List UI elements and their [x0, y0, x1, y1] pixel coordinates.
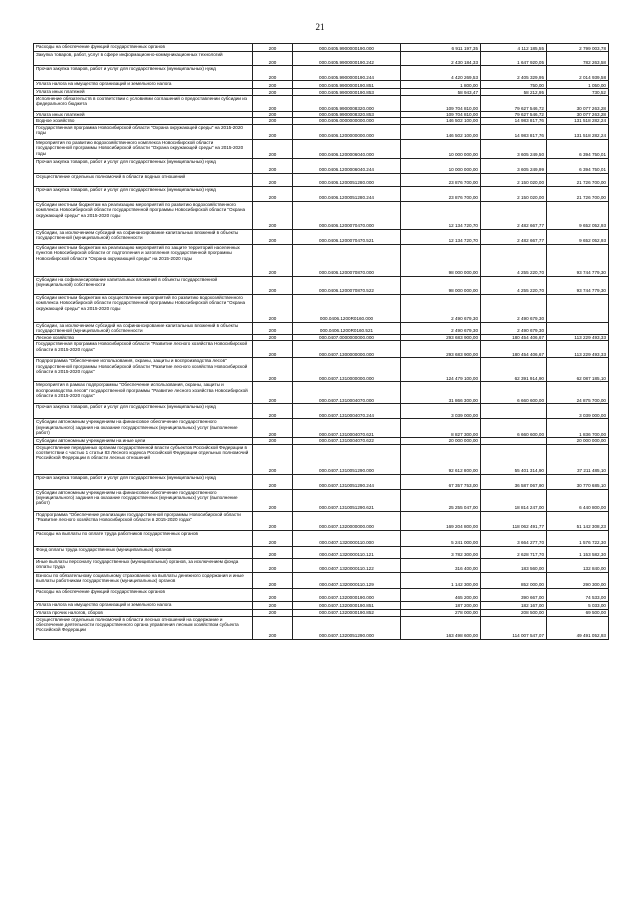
row-code: 000.0407.1310000000.000	[293, 358, 401, 382]
row-name: Субсидии, за исключением субсидий на софинансирование капитальных вложений в объекты государственной (муниципальной) собственности	[34, 229, 253, 244]
row-remaining: 131 518 282,24	[547, 118, 609, 124]
table-row	[34, 44, 609, 52]
row-remaining	[547, 322, 609, 334]
row-assigned: 8 827 300,00	[401, 419, 481, 438]
row-assigned: 3 039 000,00	[401, 404, 481, 419]
row-assigned: 31 866 300,00	[401, 382, 481, 404]
table-row	[34, 139, 609, 158]
row-name: Субсидии автономным учреждениям на иные цели	[34, 438, 253, 444]
row-assigned: 1 142 300,00	[401, 572, 481, 588]
row-code: 000.0407.1320000110.121	[293, 546, 401, 558]
row-remaining: 290 300,00	[547, 572, 609, 588]
row-name: Субсидии автономным учреждениям на финансовое обеспечение государственного (муниципального) задания на оказание государственных (муниципальных) услуг (выполнение работ)	[34, 489, 253, 511]
row-assigned: 12 134 720,70	[401, 229, 481, 244]
row-grbs: 200	[253, 44, 293, 52]
row-grbs: 200	[253, 558, 293, 572]
row-name: Расходы на обеспечение функций государственных органов	[34, 44, 253, 52]
row-name: Прочая закупка товаров, работ и услуг для государственных (муниципальных) нужд	[34, 158, 253, 173]
row-code: 000.0407.1310051290.000	[293, 444, 401, 474]
table-row	[34, 124, 609, 139]
row-executed: 208 500,00	[481, 609, 547, 616]
row-grbs: 200	[253, 89, 293, 96]
row-name: Субсидии местным бюджетам на реализацию мероприятий по защите территорий населенных пунктов Новосибирской области от подтопления и затопления государственной программы Новосибирской области "Охрана окружающей среды" на 2015-2020 годы	[34, 244, 253, 276]
row-remaining: 132 840,00	[547, 558, 609, 572]
row-name: Осуществление переданных органам государственной власти субъектов Российской Федерации в соответствии с частью 1 статьи 83 Лесного кодекса Российской Федерации отдельных полномочий Российской Федерации в области лесных отношений	[34, 444, 253, 474]
row-executed: 3 605 249,50	[481, 139, 547, 158]
row-name: Мероприятия в рамках подпрограммы "Обеспечение использования, охраны, защиты и воспроизводства лесов" государственной программы "Развитие лесного хозяйства Новосибирской области в 2015-2020 годах"	[34, 382, 253, 404]
row-remaining: 113 229 493,33	[547, 341, 609, 358]
row-grbs: 200	[253, 474, 293, 489]
row-assigned: 4 420 269,53	[401, 66, 481, 81]
row-assigned: 465 200,00	[401, 588, 481, 601]
row-executed: 4 255 220,70	[481, 276, 547, 294]
row-executed: 6 660 600,00	[481, 382, 547, 404]
row-code: 000.0407.1310004070.621	[293, 419, 401, 438]
row-code: 000.0407.1300000000.000	[293, 341, 401, 358]
row-grbs: 200	[253, 609, 293, 616]
row-remaining: 9 652 052,93	[547, 201, 609, 229]
table-row	[34, 530, 609, 546]
table-row	[34, 382, 609, 404]
table-row	[34, 81, 609, 89]
row-name: Подпрограмма "Обеспечение использования, охраны, защиты и воспроизводства лесов" государственной программы Новосибирской области "Развитие лесного хозяйства Новосибирской области в 2015-2020 годах"	[34, 358, 253, 382]
row-grbs: 200	[253, 139, 293, 158]
row-grbs: 200	[253, 96, 293, 112]
row-name: Субсидии автономным учреждениям на финансовое обеспечение государственного (муниципального) задания на оказание государственных (муниципальных) услуг (выполнение работ)	[34, 419, 253, 438]
table-row	[34, 173, 609, 186]
row-code: 000.0407.1310004070.244	[293, 404, 401, 419]
row-code: 000.0407.1320000110.000	[293, 530, 401, 546]
row-executed: 62 391 914,90	[481, 358, 547, 382]
table-row	[34, 489, 609, 511]
row-remaining: 30 077 263,28	[547, 112, 609, 118]
row-grbs: 200	[253, 294, 293, 322]
row-grbs: 200	[253, 382, 293, 404]
row-code: 000.0407.1320051290.000	[293, 616, 401, 639]
row-code: 000.0406.1200070470.521	[293, 229, 401, 244]
row-remaining: 2 014 939,58	[547, 66, 609, 81]
row-name: Подпрограмма "Обеспечение реализации государственной программы Новосибирской области "Развитие лесного хозяйства Новосибирской области в 2015-2020 годах"	[34, 511, 253, 530]
row-grbs: 200	[253, 276, 293, 294]
row-code: 000.0406.1200R0160.521	[293, 322, 401, 334]
row-assigned: 163 498 600,00	[401, 616, 481, 639]
row-assigned: 124 479 100,00	[401, 358, 481, 382]
table-row	[34, 341, 609, 358]
row-executed: 182 167,00	[481, 601, 547, 609]
row-remaining: 2 799 003,78	[547, 44, 609, 52]
row-executed: 2 405 329,95	[481, 66, 547, 81]
table-row	[34, 609, 609, 616]
row-assigned: 2 490 679,30	[401, 322, 481, 334]
row-grbs: 200	[253, 572, 293, 588]
row-assigned: 10 000 000,00	[401, 139, 481, 158]
row-executed: 390 667,00	[481, 588, 547, 601]
row-grbs: 200	[253, 444, 293, 474]
row-remaining: 37 211 485,10	[547, 444, 609, 474]
row-code: 000.0407.0000000000.000	[293, 334, 401, 340]
table-row	[34, 322, 609, 334]
row-name: Расходы на обеспечение функций государственных органов	[34, 588, 253, 601]
row-remaining: 30 770 685,10	[547, 474, 609, 489]
row-code: 000.0406.1200070870.522	[293, 276, 401, 294]
row-remaining: 62 087 185,10	[547, 358, 609, 382]
row-assigned: 98 000 000,00	[401, 276, 481, 294]
row-assigned: 5 241 000,00	[401, 530, 481, 546]
row-remaining: 1 050,00	[547, 81, 609, 89]
row-code: 000.0405.9900000190.851	[293, 81, 401, 89]
row-code: 000.0406.1200000000.000	[293, 124, 401, 139]
row-name: Субсидии местным бюджетам на реализацию мероприятий по развитию водохозяйственного комплекса Новосибирской области государственной программы Новосибирской области "Охрана окружающей среды" на 2015-2020 годы	[34, 201, 253, 229]
row-grbs: 200	[253, 358, 293, 382]
row-executed: 2 628 717,70	[481, 546, 547, 558]
row-grbs: 200	[253, 546, 293, 558]
row-executed: 18 814 247,00	[481, 489, 547, 511]
row-name: Государственная программа Новосибирской области "Развитие лесного хозяйства Новосибирской области в 2015-2020 годах"	[34, 341, 253, 358]
row-executed: 180 454 406,67	[481, 334, 547, 340]
row-name: Взносы по обязательному социальному страхованию на выплаты денежного содержания и иные выплаты работникам государственных (муниципальных) органов	[34, 572, 253, 588]
table-row	[34, 276, 609, 294]
row-executed: 2 490 679,30	[481, 294, 547, 322]
row-grbs: 200	[253, 588, 293, 601]
row-code: 000.0405.9900000190.242	[293, 52, 401, 66]
row-assigned: 3 782 300,00	[401, 546, 481, 558]
row-grbs: 200	[253, 124, 293, 139]
row-executed: 4 112 185,55	[481, 44, 547, 52]
row-code: 000.0407.1310004070.000	[293, 382, 401, 404]
row-name: Прочая закупка товаров, работ и услуг для государственных (муниципальных) нужд	[34, 186, 253, 201]
row-grbs: 200	[253, 511, 293, 530]
row-remaining: 6 394 750,01	[547, 158, 609, 173]
row-remaining: 113 229 493,33	[547, 334, 609, 340]
row-remaining: 51 142 308,23	[547, 511, 609, 530]
row-assigned: 92 612 800,00	[401, 444, 481, 474]
row-executed: 4 255 220,70	[481, 244, 547, 276]
row-grbs: 200	[253, 616, 293, 639]
row-grbs: 200	[253, 419, 293, 438]
page-number: 21	[315, 22, 325, 32]
row-grbs: 200	[253, 438, 293, 444]
row-executed: 2 150 020,00	[481, 173, 547, 186]
row-executed: 114 007 547,07	[481, 616, 547, 639]
row-code: 000.0405.9900008320.000	[293, 96, 401, 112]
table-row	[34, 201, 609, 229]
row-executed: 14 983 817,76	[481, 124, 547, 139]
row-code: 000.0407.1310051290.621	[293, 489, 401, 511]
row-name: Уплата налога на имущество организаций и земельного налога	[34, 601, 253, 609]
row-grbs: 200	[253, 52, 293, 66]
row-grbs: 200	[253, 158, 293, 173]
table-row	[34, 158, 609, 173]
row-assigned: 12 134 720,70	[401, 201, 481, 229]
table-row	[34, 511, 609, 530]
row-remaining: 24 875 700,00	[547, 382, 609, 404]
row-name: Государственная программа Новосибирской области "Охрана окружающей среды" на 2015-2020 годы	[34, 124, 253, 139]
row-assigned: 293 683 900,00	[401, 341, 481, 358]
row-assigned: 10 000 000,00	[401, 158, 481, 173]
table-row	[34, 444, 609, 474]
row-assigned: 23 876 700,00	[401, 186, 481, 201]
row-code: 000.0406.1200070470.000	[293, 201, 401, 229]
row-remaining: 20 000 000,00	[547, 438, 609, 444]
row-name: Уплата налога на имущество организаций и земельного налога	[34, 81, 253, 89]
row-grbs: 200	[253, 118, 293, 124]
row-grbs: 200	[253, 489, 293, 511]
row-remaining: 21 726 700,00	[547, 186, 609, 201]
row-name: Закупка товаров, работ, услуг в сфере информационно-коммуникационных технологий	[34, 52, 253, 66]
row-code: 000.0406.1200051280.000	[293, 173, 401, 186]
row-remaining: 3 039 000,00	[547, 404, 609, 419]
row-code: 000.0407.1310051290.244	[293, 474, 401, 489]
row-grbs: 200	[253, 81, 293, 89]
table-row	[34, 616, 609, 639]
row-remaining: 93 744 779,30	[547, 276, 609, 294]
row-executed: 2 490 679,30	[481, 322, 547, 334]
row-assigned: 25 255 047,00	[401, 489, 481, 511]
row-remaining: 74 533,00	[547, 588, 609, 601]
row-remaining: 1 153 582,30	[547, 546, 609, 558]
row-executed: 180 454 406,67	[481, 341, 547, 358]
row-name: Исполнение обязательств в соответствии с условиями соглашений о предоставлении субсидии из федерального бюджета	[34, 96, 253, 112]
row-remaining: 49 491 052,93	[547, 616, 609, 639]
table-row	[34, 244, 609, 276]
row-assigned: 187 200,00	[401, 601, 481, 609]
row-executed: 79 627 546,72	[481, 96, 547, 112]
table-row	[34, 474, 609, 489]
row-name: Водное хозяйство	[34, 118, 253, 124]
row-name: Прочая закупка товаров, работ и услуг для государственных (муниципальных) нужд	[34, 66, 253, 81]
row-executed: 58 212,95	[481, 89, 547, 96]
row-code: 000.0405.9900000190.853	[293, 89, 401, 96]
table-row	[34, 404, 609, 419]
row-code: 000.0406.1200R0160.000	[293, 294, 401, 322]
table-row	[34, 96, 609, 112]
row-remaining: 730,52	[547, 89, 609, 96]
row-executed: 750,00	[481, 81, 547, 89]
row-name: Иные выплаты персоналу государственных (муниципальных) органов, за исключением фонда оплаты труда	[34, 558, 253, 572]
table-row	[34, 52, 609, 66]
row-grbs: 200	[253, 341, 293, 358]
row-code: 000.0407.1320000110.129	[293, 572, 401, 588]
row-assigned: 98 000 000,00	[401, 244, 481, 276]
row-remaining: 5 033,00	[547, 601, 609, 609]
row-grbs: 200	[253, 601, 293, 609]
row-name: Уплата прочих налогов, сборов	[34, 609, 253, 616]
row-grbs: 200	[253, 334, 293, 340]
row-executed: 55 401 314,90	[481, 444, 547, 474]
table-row	[34, 572, 609, 588]
row-code: 000.0405.9900008320.853	[293, 112, 401, 118]
row-executed: 2 482 667,77	[481, 201, 547, 229]
row-assigned: 1 800,00	[401, 81, 481, 89]
row-remaining: 9 652 052,93	[547, 229, 609, 244]
budget-execution-table	[33, 43, 609, 640]
table-row	[34, 358, 609, 382]
table-row	[34, 66, 609, 81]
row-assigned: 293 683 900,00	[401, 334, 481, 340]
row-code: 000.0407.1320000190.851	[293, 601, 401, 609]
table-row	[34, 186, 609, 201]
row-name: Расходы на выплаты по оплате труда работников государственных органов	[34, 530, 253, 546]
row-code: 000.0407.1320000190.000	[293, 588, 401, 601]
row-code: 000.0405.9900000190.244	[293, 66, 401, 81]
row-grbs: 200	[253, 404, 293, 419]
row-assigned: 6 911 197,35	[401, 44, 481, 52]
row-remaining: 93 744 779,30	[547, 244, 609, 276]
row-assigned: 278 000,00	[401, 609, 481, 616]
row-grbs: 200	[253, 229, 293, 244]
row-executed: 3 664 277,70	[481, 530, 547, 546]
row-executed: 6 660 600,00	[481, 419, 547, 438]
row-executed: 2 482 667,77	[481, 229, 547, 244]
row-name: Субсидии на софинансирование капитальных вложений в объекты государственной (муниципальной) собственности	[34, 276, 253, 294]
row-remaining: 6 394 750,01	[547, 139, 609, 158]
table-row	[34, 229, 609, 244]
row-executed	[481, 404, 547, 419]
row-name: Субсидии, за исключением субсидий на софинансирование капитальных вложений в объекты государственной (муниципальной) собственности	[34, 322, 253, 334]
row-code: 000.0406.1200051280.244	[293, 186, 401, 201]
row-code: 000.0406.1200006040.244	[293, 158, 401, 173]
row-grbs: 200	[253, 66, 293, 81]
row-code: 000.0406.1200070870.000	[293, 244, 401, 276]
row-executed: 1 647 920,05	[481, 52, 547, 66]
row-assigned: 67 357 753,00	[401, 474, 481, 489]
row-remaining: 21 726 700,00	[547, 173, 609, 186]
row-assigned: 2 430 184,33	[401, 52, 481, 66]
row-name: Мероприятия по развитию водохозяйственного комплекса Новосибирской области государственной программы Новосибирской области "Охрана окружающей среды" на 2015-2020 годы	[34, 139, 253, 158]
row-name: Прочая закупка товаров, работ и услуг для государственных (муниципальных) нужд	[34, 474, 253, 489]
row-name: Уплата иных платежей	[34, 112, 253, 118]
row-name: Осуществление отдельных полномочий в области лесных отношений на содержание и обеспечение деятельности государственного органа управления лесным хозяйством субъекта Российской Федерации	[34, 616, 253, 639]
table-row	[34, 419, 609, 438]
row-assigned: 2 490 679,30	[401, 294, 481, 322]
row-executed: 3 605 249,99	[481, 158, 547, 173]
row-grbs: 200	[253, 322, 293, 334]
row-grbs: 200	[253, 173, 293, 186]
row-code: 000.0406.0000000000.000	[293, 118, 401, 124]
row-code: 000.0405.9900000190.000	[293, 44, 401, 52]
row-executed: 2 150 020,00	[481, 186, 547, 201]
row-name: Лесное хозяйство	[34, 334, 253, 340]
row-code: 000.0407.1310004070.622	[293, 438, 401, 444]
row-code: 000.0407.1320000190.852	[293, 609, 401, 616]
table-row	[34, 558, 609, 572]
row-remaining: 131 518 282,24	[547, 124, 609, 139]
row-code: 000.0406.1200006040.000	[293, 139, 401, 158]
row-remaining: 782 263,58	[547, 52, 609, 66]
row-name: Уплата иных платежей	[34, 89, 253, 96]
row-grbs: 200	[253, 530, 293, 546]
row-grbs: 200	[253, 244, 293, 276]
row-grbs: 200	[253, 201, 293, 229]
row-name: Осуществление отдельных полномочий в области водных отношений	[34, 173, 253, 186]
row-assigned: 146 502 100,00	[401, 118, 481, 124]
row-remaining: 30 077 263,28	[547, 96, 609, 112]
table-row	[34, 601, 609, 609]
row-executed: 852 000,00	[481, 572, 547, 588]
row-remaining: 6 440 800,00	[547, 489, 609, 511]
row-assigned: 23 876 700,00	[401, 173, 481, 186]
table-row	[34, 89, 609, 96]
table-row	[34, 546, 609, 558]
row-executed: 118 062 491,77	[481, 511, 547, 530]
row-assigned: 109 704 810,00	[401, 96, 481, 112]
row-assigned: 316 400,00	[401, 558, 481, 572]
row-assigned: 169 204 800,00	[401, 511, 481, 530]
row-assigned: 20 000 000,00	[401, 438, 481, 444]
row-remaining: 1 836 700,00	[547, 419, 609, 438]
row-executed: 14 983 817,76	[481, 118, 547, 124]
row-remaining: 69 500,00	[547, 609, 609, 616]
row-name: Прочая закупка товаров, работ и услуг для государственных (муниципальных) нужд	[34, 404, 253, 419]
row-name: Субсидии местным бюджетам на осуществление мероприятий по развитию водохозяйственного комплекса Новосибирской области государственной программы Новосибирской области "Охрана окружающей среды" на 2015-2020 годы	[34, 294, 253, 322]
row-name: Фонд оплаты труда государственных (муниципальных) органов	[34, 546, 253, 558]
table-row	[34, 588, 609, 601]
row-assigned: 109 704 810,00	[401, 112, 481, 118]
row-code: 000.0407.1320000000.000	[293, 511, 401, 530]
row-executed: 79 627 546,72	[481, 112, 547, 118]
row-code: 000.0407.1320000110.122	[293, 558, 401, 572]
row-remaining	[547, 294, 609, 322]
row-assigned: 58 943,47	[401, 89, 481, 96]
row-assigned: 146 502 100,00	[401, 124, 481, 139]
row-grbs: 200	[253, 186, 293, 201]
row-executed: 36 587 067,90	[481, 474, 547, 489]
row-remaining: 1 576 722,30	[547, 530, 609, 546]
table-row	[34, 294, 609, 322]
row-grbs: 200	[253, 112, 293, 118]
row-executed: 183 560,00	[481, 558, 547, 572]
